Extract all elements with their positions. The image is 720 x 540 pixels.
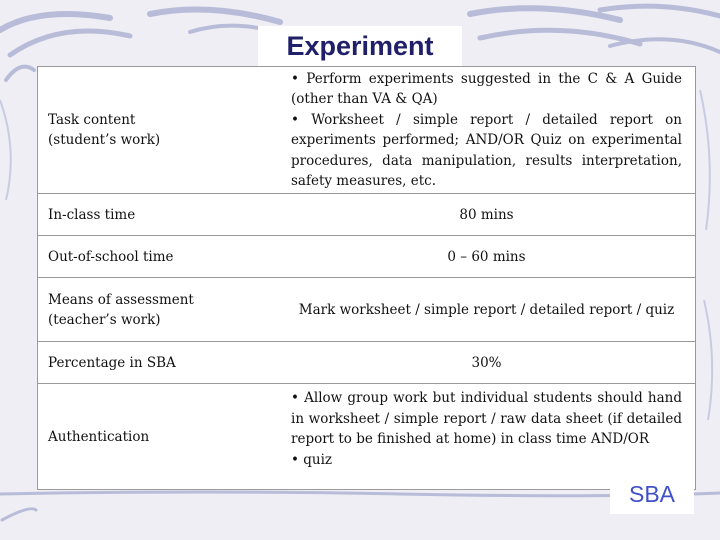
row-value: 0 – 60 mins	[447, 248, 526, 265]
assessment-table	[37, 66, 696, 490]
bullet-text: • Allow group work but individual students should hand in worksheet / simple report / raw data sheet (if detailed report to be finished at home) in class time AND/OR	[291, 390, 682, 447]
table-row	[38, 67, 695, 193]
table-row	[38, 235, 695, 278]
row-label	[48, 67, 263, 193]
row-value	[291, 67, 682, 193]
row-label: Out-of-school time	[48, 249, 174, 265]
slide-title: Experiment	[258, 26, 462, 66]
row-value: 80 mins	[459, 206, 514, 223]
label-line: Means of assessment	[48, 292, 194, 308]
sba-badge: SBA	[610, 474, 694, 514]
table-row	[38, 341, 695, 384]
table-row	[38, 383, 695, 490]
label-line: (teacher’s work)	[48, 312, 161, 328]
table-row	[38, 193, 695, 236]
row-label: Authentication	[48, 429, 150, 445]
row-label: In-class time	[48, 207, 136, 223]
bullet-text: • quiz	[291, 451, 333, 468]
bullet-text: • Perform experiments suggested in the C & A Guide (other than VA & QA)	[291, 70, 682, 107]
row-value: 30%	[471, 354, 502, 371]
table-row	[38, 277, 695, 342]
row-value: Mark worksheet / simple report / detailed report / quiz	[298, 301, 675, 318]
label-line: Task content	[48, 112, 136, 128]
label-line: (student’s work)	[48, 132, 161, 148]
row-label	[48, 278, 263, 342]
bullet-text: • Worksheet / simple report / detailed report on experiments performed; AND/OR Quiz on experimental procedures, data manipulation, results interpretation, safety measures, etc.	[291, 111, 682, 189]
row-label: Percentage in SBA	[48, 355, 176, 371]
